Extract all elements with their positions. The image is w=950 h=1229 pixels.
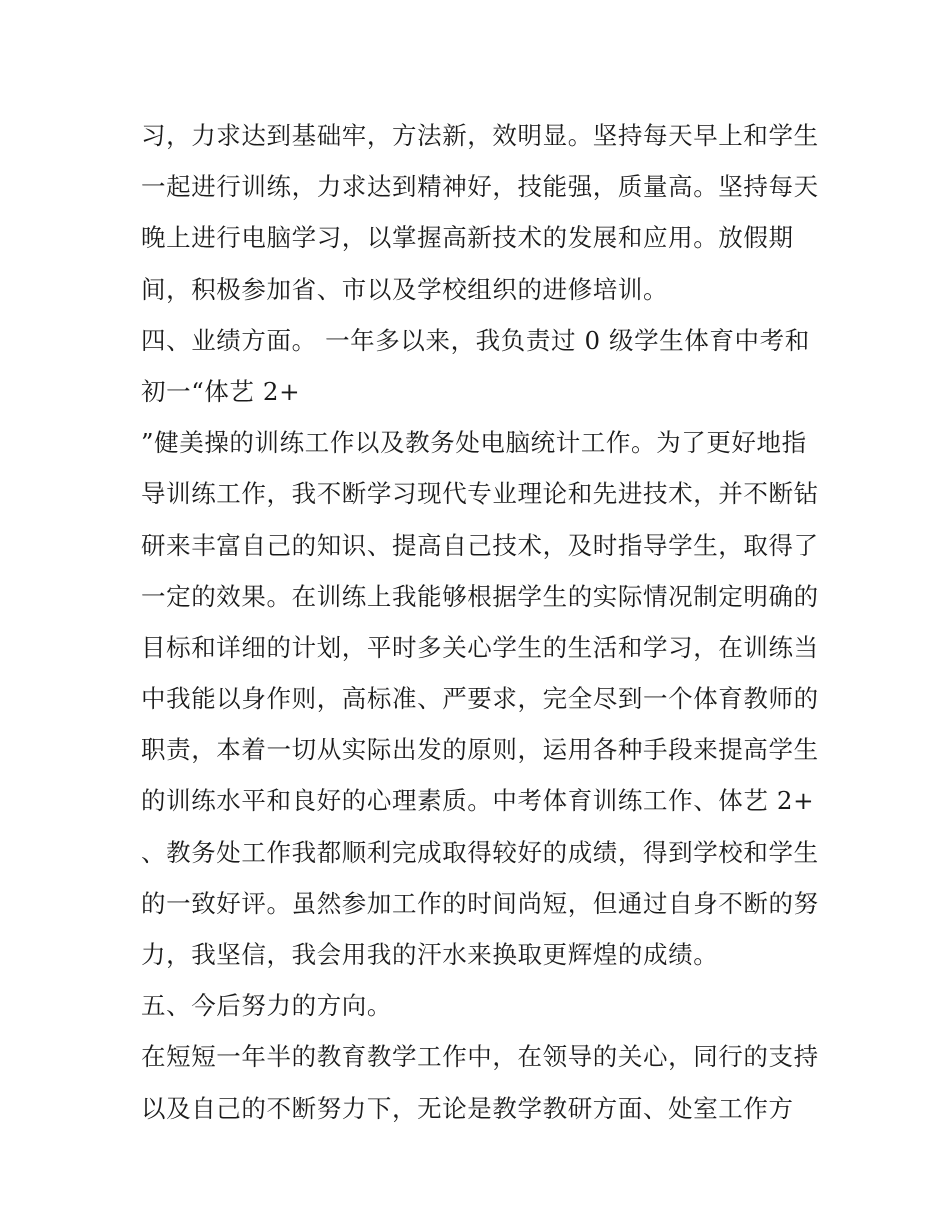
text-line: 一起进行训练，力求达到精神好，技能强，质量高。坚持每天 <box>141 172 819 202</box>
text-line: 在短短一年半的教育教学工作中，在领导的关心，同行的支持 <box>141 1042 819 1072</box>
text-line: 力，我坚信，我会用我的汗水来换取更辉煌的成绩。 <box>141 940 719 969</box>
text-line: 晚上进行电脑学习，以掌握高新技术的发展和应用。放假期 <box>141 223 794 253</box>
body-text <box>141 110 821 1134</box>
text-line: 目标和详细的计划，平时多关心学生的生活和学习，在训练当 <box>141 632 819 662</box>
text-line: 初一“体艺 2+ <box>141 376 301 406</box>
text-line: 职责，本着一切从实际出发的原则，运用各种手段来提高学生 <box>141 735 819 765</box>
text-line: 中我能以身作则，高标准、严要求，完全尽到一个体育教师的 <box>141 684 819 714</box>
section-heading-achievements: 四、业绩方面。 一年多以来，我负责过 0 级学生体育中考和 <box>141 325 810 355</box>
text-line: 间，积极参加省、市以及学校组织的进修培训。 <box>141 274 669 304</box>
text-line: 的训练水平和良好的心理素质。中考体育训练工作、体艺 2+ <box>141 786 815 816</box>
text-line: 的一致好评。虽然参加工作的时间尚短，但通过自身不断的努 <box>141 888 819 918</box>
text-line: 以及自己的不断努力下，无论是教学教研方面、处室工作方 <box>141 1093 794 1123</box>
text-line: 习，力求达到基础牢，方法新，效明显。坚持每天早上和学生 <box>141 121 819 150</box>
text-line: 、教务处工作我都顺利完成取得较好的成绩，得到学校和学生 <box>141 837 819 867</box>
text-line: 研来丰富自己的知识、提高自己技术，及时指导学生，取得了 <box>141 530 819 560</box>
text-line: ”健美操的训练工作以及教务处电脑统计工作。为了更好地指 <box>141 428 807 458</box>
text-line: 一定的效果。在训练上我能够根据学生的实际情况制定明确的 <box>141 581 819 611</box>
section-heading-future-direction: 五、今后努力的方向。 <box>141 991 392 1021</box>
text-line: 导训练工作，我不断学习现代专业理论和先进技术，并不断钻 <box>141 479 819 509</box>
